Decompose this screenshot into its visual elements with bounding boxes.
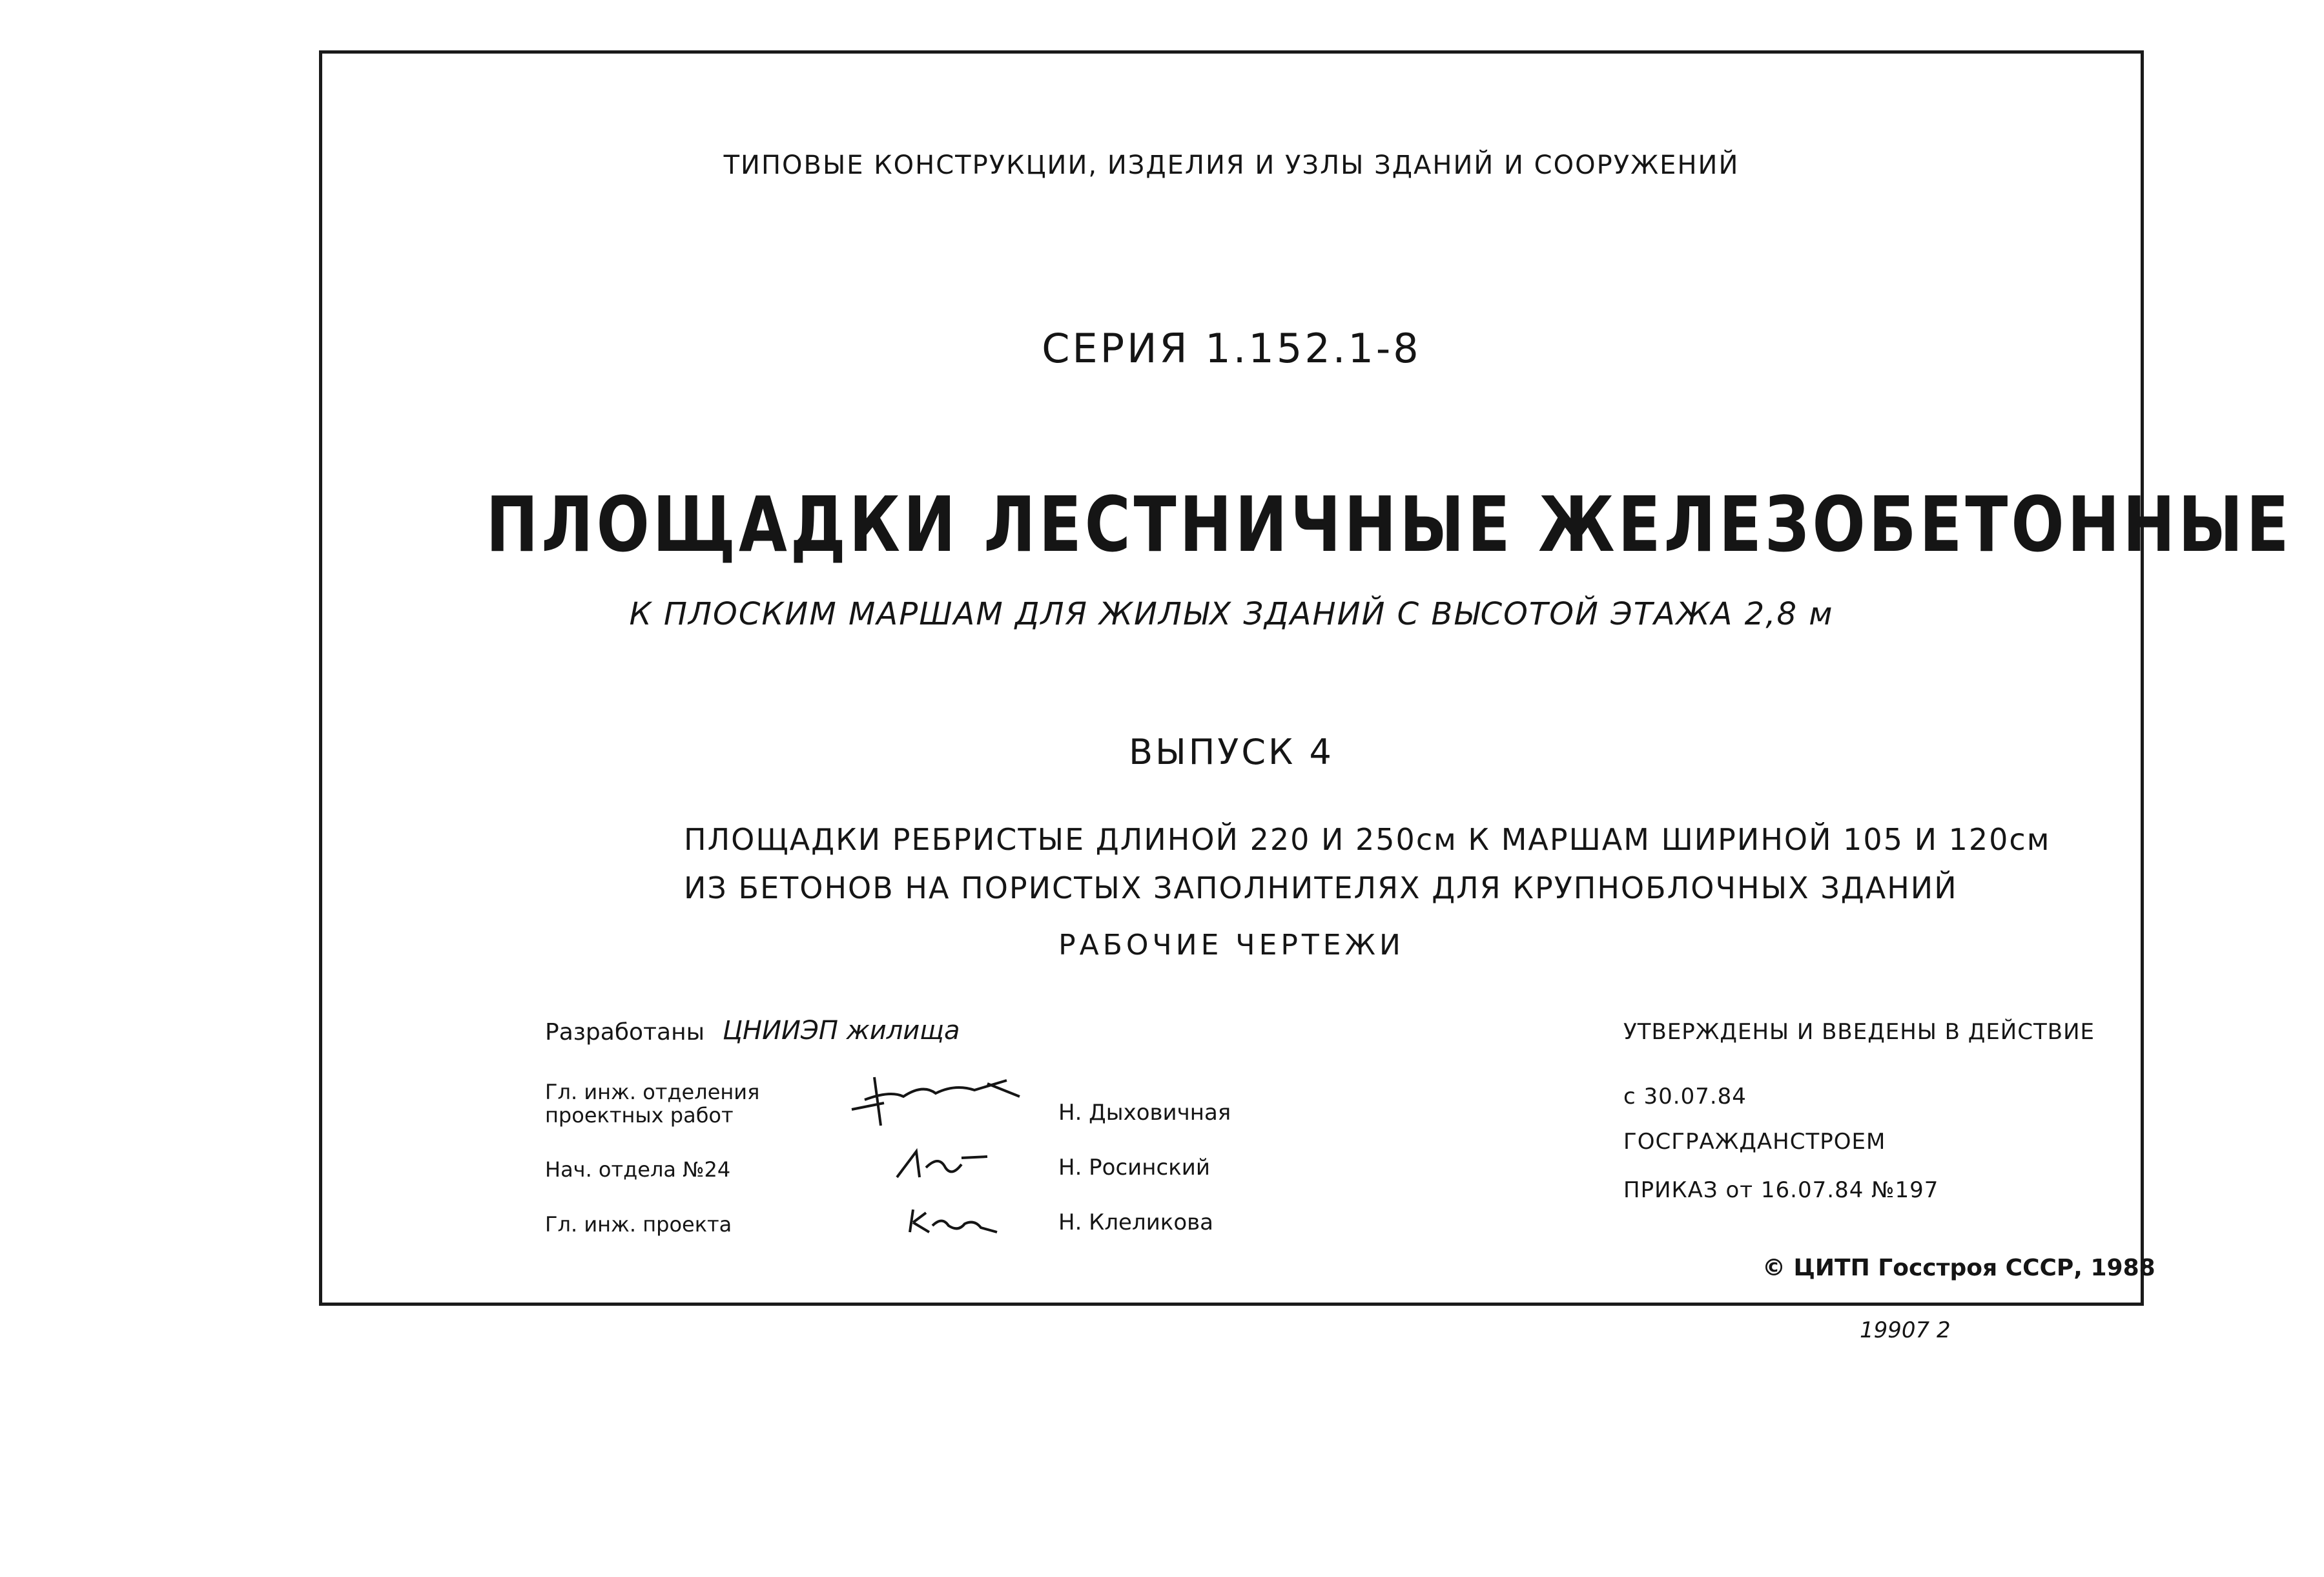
- signature-2-graphic: [890, 1139, 994, 1190]
- staff-role-1-line-2: проектных работ: [545, 1103, 734, 1128]
- signature-3-graphic: [903, 1197, 1000, 1248]
- developed-label: Разработаны: [545, 1019, 705, 1046]
- approval-line-1: УТВЕРЖДЕНЫ И ВВЕДЕНЫ В ДЕЙСТВИЕ: [1623, 1019, 2095, 1045]
- staff-role-1: [545, 1080, 759, 1127]
- issue-description-line-2: ИЗ БЕТОНОВ НА ПОРИСТЫХ ЗАПОЛНИТЕЛЯХ ДЛЯ КРУПНОБЛОЧНЫХ ЗДАНИЙ: [684, 871, 1958, 905]
- staff-name-2: Н. Росинский: [1058, 1155, 1210, 1180]
- document-type: РАБОЧИЕ ЧЕРТЕЖИ: [1058, 929, 1404, 962]
- staff-role-1-line-1: Гл. инж. отделения: [545, 1080, 760, 1104]
- signature-1-graphic: [845, 1064, 1033, 1129]
- approval-authority: ГОСГРАЖДАНСТРОЕМ: [1623, 1129, 1886, 1155]
- staff-role-2-line-1: Нач. отдела №24: [545, 1157, 731, 1182]
- drawing-sheet-frame: [319, 50, 2292, 1306]
- subtitle: К ПЛОСКИМ МАРШАМ ДЛЯ ЖИЛЫХ ЗДАНИЙ С ВЫСОТОЙ ЭТАЖА 2,8 м: [629, 596, 1834, 632]
- staff-name-3: Н. Клеликова: [1058, 1210, 1214, 1235]
- main-title: ПЛОЩАДКИ ЛЕСТНИЧНЫЕ ЖЕЛЕЗОБЕТОННЫЕ: [486, 480, 2292, 569]
- copyright: © ЦИТП Госстроя СССР, 1988: [1762, 1255, 2155, 1281]
- staff-role-3-line-1: Гл. инж. проекта: [545, 1212, 732, 1237]
- inventory-number: 19907 2: [1860, 1317, 1951, 1343]
- series-number: СЕРИЯ 1.152.1-8: [1042, 325, 1421, 372]
- issue-number: ВЫПУСК 4: [1129, 732, 1334, 772]
- staff-role-3: [545, 1213, 732, 1236]
- staff-role-2: [545, 1158, 730, 1181]
- approval-order: ПРИКАЗ от 16.07.84 №197: [1623, 1177, 1939, 1203]
- staff-name-1: Н. Дыховичная: [1058, 1100, 1231, 1126]
- issue-description-line-1: ПЛОЩАДКИ РЕБРИСТЫЕ ДЛИНОЙ 220 И 250см К МАРШАМ ШИРИНОЙ 105 И 120см: [684, 822, 2051, 857]
- approval-date: с 30.07.84: [1623, 1084, 1747, 1109]
- category-header: ТИПОВЫЕ КОНСТРУКЦИИ, ИЗДЕЛИЯ И УЗЛЫ ЗДАНИЙ И СООРУЖЕНИЙ: [723, 150, 1740, 180]
- developer-organization: ЦНИИЭП жилища: [723, 1016, 960, 1046]
